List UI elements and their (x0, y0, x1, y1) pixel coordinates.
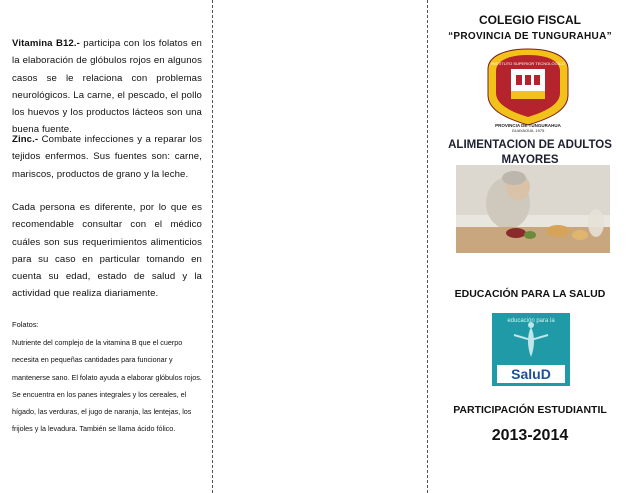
crest-caption-1: PROVINCIA DE TUNGURAHUA (495, 123, 561, 128)
school-name: COLEGIO FISCAL (479, 13, 581, 27)
crest-arc-text: INSTITUTO SUPERIOR TECNOLÓGICO (491, 61, 565, 66)
health-education-logo (492, 313, 570, 386)
fold-line-1 (212, 0, 213, 493)
school-crest-logo (478, 47, 578, 132)
crest-caption-2: GUAYAQUIL 1975 (511, 128, 545, 132)
folates-note-title: Folatos: (12, 320, 39, 329)
vitamin-b12-text: participa con los folatos en la elaboración de glóbulos rojos en algunos casos se le relaciona con problemas neurológicos. La carne, el pescado, el pollo los huevos y los productos lácteos son una buena fuente. (12, 38, 202, 136)
main-title: ALIMENTACION DE ADULTOS MAYORES (448, 139, 612, 166)
section-title: EDUCACIÓN PARA LA SALUD (454, 288, 606, 300)
school-year: 2013-2014 (491, 427, 569, 444)
fold-line-2 (427, 0, 428, 493)
zinc-term: Zinc.- (12, 134, 39, 145)
logo-bottom-text: SaluD (511, 366, 551, 382)
vitamin-b12-term: Vitamina B12.- (12, 38, 80, 49)
school-province: “PROVINCIA DE TUNGURAHUA” (448, 31, 612, 42)
zinc-paragraph (12, 131, 202, 183)
logo-top-text: educación para la (507, 318, 555, 324)
folates-note-text: Nutriente del complejo de la vitamina B que el cuerpo necesita en pequeñas cantidades para funcionar y mantenerse sano. El folato ayuda a elaborar glóbulos rojos. Se encuentra en los panes integrales y los cereales, el hígado, las verduras, el jugo de naranja, las lentejas, los frijoles y la levadura. También se llama ácido fólico. (12, 338, 202, 434)
zinc-text: Combate infecciones y a reparar los tejidos enfermos. Sus fuentes son: carne, mariscos, productos de grano y la leche. (12, 134, 202, 180)
vitamin-b12-paragraph (12, 35, 202, 139)
participation-title: PARTICIPACIÓN ESTUDIANTIL (453, 404, 607, 416)
elderly-woman-photo (456, 165, 610, 253)
advice-paragraph: Cada persona es diferente, por lo que es recomendable consultar con el médico cuáles son sus requerimientos alimenticios para su caso en particular tomando en cuenta su edad, estado de salud y la actividad que realiza diariamente. (12, 202, 202, 300)
